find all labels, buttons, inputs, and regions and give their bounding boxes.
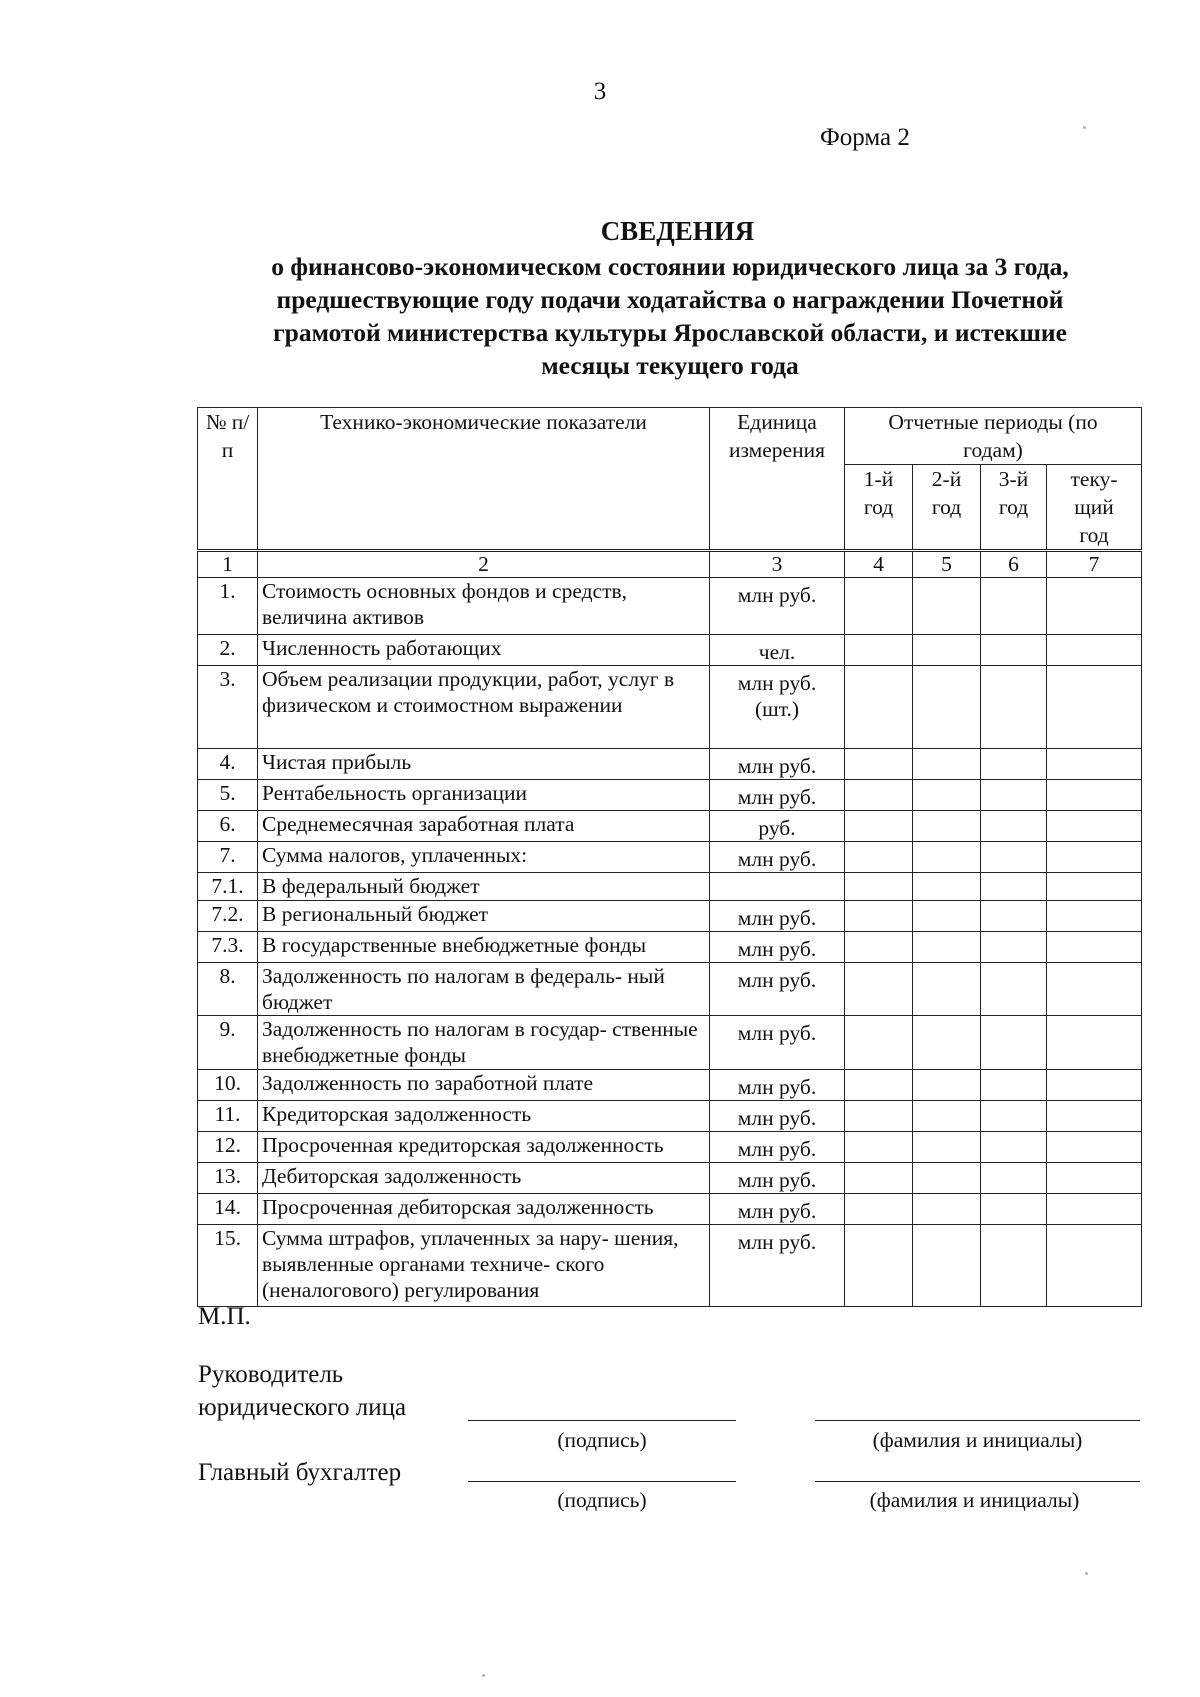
scan-speck (482, 1674, 485, 1677)
table-row (198, 578, 1142, 635)
indicator-name: В федеральный бюджет (258, 873, 710, 901)
value-current-year (1047, 1132, 1142, 1163)
head-label-line: юридического лица (198, 1394, 407, 1421)
value-year-2 (913, 963, 981, 1016)
value-year-2 (913, 842, 981, 873)
value-year-1 (845, 1016, 913, 1070)
indicator-name: Дебиторская задолженность (258, 1163, 710, 1194)
column-number: 2 (258, 551, 710, 578)
header-indicator: Технико-экономические показатели (258, 408, 710, 551)
value-current-year (1047, 811, 1142, 842)
value-current-year (1047, 901, 1142, 932)
value-current-year (1047, 1163, 1142, 1194)
value-year-2 (913, 811, 981, 842)
value-year-1 (845, 873, 913, 901)
value-current-year (1047, 1225, 1142, 1307)
value-current-year (1047, 780, 1142, 811)
row-number: 15. (198, 1225, 258, 1307)
table-row (198, 1132, 1142, 1163)
document-subtitle (180, 250, 1160, 382)
value-year-2 (913, 1163, 981, 1194)
row-number: 5. (198, 780, 258, 811)
unit-of-measure: млн руб. (710, 932, 845, 963)
value-year-2 (913, 1101, 981, 1132)
value-year-2 (913, 749, 981, 780)
row-number: 12. (198, 1132, 258, 1163)
value-year-3 (981, 780, 1047, 811)
value-year-3 (981, 932, 1047, 963)
value-current-year (1047, 749, 1142, 780)
accountant-signature-line (468, 1481, 736, 1482)
value-current-year (1047, 1101, 1142, 1132)
value-year-1 (845, 901, 913, 932)
table-row (198, 842, 1142, 873)
value-year-2 (913, 578, 981, 635)
value-year-1 (845, 1070, 913, 1101)
seal-placeholder: М.П. (198, 1303, 251, 1330)
table-row (198, 901, 1142, 932)
value-current-year (1047, 963, 1142, 1016)
unit-of-measure: млн руб. (710, 1101, 845, 1132)
value-year-2 (913, 1132, 981, 1163)
row-number: 2. (198, 635, 258, 666)
row-number: 3. (198, 666, 258, 749)
row-number: 7.1. (198, 873, 258, 901)
unit-of-measure: млн руб. (шт.) (710, 666, 845, 749)
accountant-signature-caption: (подпись) (557, 1488, 647, 1512)
column-number: 4 (845, 551, 913, 578)
indicator-name: Задолженность по налогам в федераль- ный бюджет (258, 963, 710, 1016)
indicator-name: Стоимость основных фондов и средств, величина активов (258, 578, 710, 635)
unit-of-measure: млн руб. (710, 749, 845, 780)
table-row (198, 1101, 1142, 1132)
table-row (198, 1225, 1142, 1307)
table-row (198, 932, 1142, 963)
table-row (198, 1194, 1142, 1225)
head-name-caption: (фамилия и инициалы) (872, 1428, 1083, 1452)
value-year-2 (913, 1016, 981, 1070)
indicator-name: Сумма налогов, уплаченных: (258, 842, 710, 873)
unit-of-measure: млн руб. (710, 1070, 845, 1101)
head-signature-label (198, 1358, 406, 1424)
row-number: 8. (198, 963, 258, 1016)
value-year-3 (981, 1194, 1047, 1225)
value-year-1 (845, 1225, 913, 1307)
row-number: 9. (198, 1016, 258, 1070)
value-current-year (1047, 1194, 1142, 1225)
header-year-1: 1-й год (845, 465, 913, 551)
accountant-name-caption: (фамилия и инициалы) (869, 1488, 1080, 1512)
unit-of-measure: млн руб. (710, 578, 845, 635)
indicator-name: Объем реализации продукции, работ, услуг в физическом и стоимостном выражении (258, 666, 710, 749)
value-year-1 (845, 811, 913, 842)
subtitle-line: о финансово-экономическом состоянии юридического лица за 3 года, (271, 252, 1069, 281)
page-number: 3 (593, 78, 607, 105)
financial-indicators-table (197, 407, 1142, 1307)
value-current-year (1047, 666, 1142, 749)
value-year-2 (913, 1194, 981, 1225)
value-year-2 (913, 1225, 981, 1307)
unit-of-measure: млн руб. (710, 1016, 845, 1070)
value-year-1 (845, 666, 913, 749)
scan-speck (1083, 126, 1086, 129)
table-header-row (198, 408, 1142, 465)
value-year-3 (981, 842, 1047, 873)
unit-of-measure (710, 873, 845, 901)
header-unit: Единица измерения (710, 408, 845, 551)
value-year-3 (981, 963, 1047, 1016)
header-year-2: 2-й год (913, 465, 981, 551)
indicator-name: Задолженность по заработной плате (258, 1070, 710, 1101)
row-number: 6. (198, 811, 258, 842)
unit-of-measure: млн руб. (710, 1194, 845, 1225)
value-year-2 (913, 666, 981, 749)
column-number: 3 (710, 551, 845, 578)
unit-of-measure: млн руб. (710, 842, 845, 873)
subtitle-line: месяцы текущего года (541, 351, 799, 380)
value-current-year (1047, 1016, 1142, 1070)
indicator-name: Среднемесячная заработная плата (258, 811, 710, 842)
row-number: 13. (198, 1163, 258, 1194)
value-year-3 (981, 1225, 1047, 1307)
value-year-1 (845, 780, 913, 811)
value-year-2 (913, 1070, 981, 1101)
value-current-year (1047, 873, 1142, 901)
column-number: 5 (913, 551, 981, 578)
header-year-3: 3-й год (981, 465, 1047, 551)
value-year-3 (981, 666, 1047, 749)
value-current-year (1047, 842, 1142, 873)
value-year-2 (913, 932, 981, 963)
value-year-2 (913, 873, 981, 901)
value-year-2 (913, 901, 981, 932)
value-year-1 (845, 932, 913, 963)
table-row (198, 780, 1142, 811)
value-year-3 (981, 873, 1047, 901)
header-periods: Отчетные периоды (по годам) (845, 408, 1142, 465)
value-year-2 (913, 780, 981, 811)
value-current-year (1047, 932, 1142, 963)
value-year-1 (845, 635, 913, 666)
table-row (198, 1163, 1142, 1194)
table-row (198, 666, 1142, 749)
column-number-row (198, 551, 1142, 578)
value-year-3 (981, 1101, 1047, 1132)
head-signature-caption: (подпись) (557, 1428, 647, 1452)
value-year-3 (981, 1070, 1047, 1101)
header-num: № п/п (198, 408, 258, 551)
unit-of-measure: руб. (710, 811, 845, 842)
value-year-3 (981, 635, 1047, 666)
table-row (198, 963, 1142, 1016)
table-body (198, 578, 1142, 1307)
value-year-3 (981, 1163, 1047, 1194)
value-current-year (1047, 578, 1142, 635)
value-year-3 (981, 1016, 1047, 1070)
indicator-name: В государственные внебюджетные фонды (258, 932, 710, 963)
indicator-name: Чистая прибыль (258, 749, 710, 780)
indicator-name: В региональный бюджет (258, 901, 710, 932)
indicator-name: Задолженность по налогам в государ- ственные внебюджетные фонды (258, 1016, 710, 1070)
row-number: 7.2. (198, 901, 258, 932)
indicator-name: Численность работающих (258, 635, 710, 666)
table-row (198, 1070, 1142, 1101)
unit-of-measure: млн руб. (710, 1225, 845, 1307)
indicator-name: Сумма штрафов, уплаченных за нару- шения, выявленные органами техниче- ского (неналогового) регулирования (258, 1225, 710, 1307)
unit-of-measure: млн руб. (710, 780, 845, 811)
indicator-name: Рентабельность организации (258, 780, 710, 811)
unit-of-measure: млн руб. (710, 901, 845, 932)
row-number: 11. (198, 1101, 258, 1132)
column-number: 7 (1047, 551, 1142, 578)
value-year-1 (845, 578, 913, 635)
indicator-name: Просроченная дебиторская задолженность (258, 1194, 710, 1225)
table-row (198, 1016, 1142, 1070)
head-label-line: Руководитель (198, 1361, 344, 1388)
value-year-1 (845, 963, 913, 1016)
table-row (198, 811, 1142, 842)
value-year-3 (981, 901, 1047, 932)
header-current-year: теку- щий год (1047, 465, 1142, 551)
row-number: 14. (198, 1194, 258, 1225)
value-year-3 (981, 811, 1047, 842)
value-year-1 (845, 1101, 913, 1132)
value-current-year (1047, 1070, 1142, 1101)
head-name-line (815, 1420, 1140, 1421)
table-row (198, 873, 1142, 901)
column-number: 1 (198, 551, 258, 578)
value-year-1 (845, 749, 913, 780)
value-year-3 (981, 749, 1047, 780)
value-year-3 (981, 578, 1047, 635)
unit-of-measure: млн руб. (710, 1163, 845, 1194)
row-number: 7. (198, 842, 258, 873)
value-year-1 (845, 1163, 913, 1194)
table-row (198, 749, 1142, 780)
unit-of-measure: млн руб. (710, 1132, 845, 1163)
head-signature-line (468, 1420, 736, 1421)
value-year-1 (845, 1194, 913, 1225)
row-number: 1. (198, 578, 258, 635)
row-number: 10. (198, 1070, 258, 1101)
value-year-1 (845, 1132, 913, 1163)
column-number: 6 (981, 551, 1047, 578)
document-title: СВЕДЕНИЯ (600, 216, 755, 246)
subtitle-line: грамотой министерства культуры Ярославской области, и истекшие (273, 318, 1067, 347)
accountant-signature-label: Главный бухгалтер (198, 1459, 402, 1486)
form-label: Форма 2 (820, 124, 910, 151)
value-year-2 (913, 635, 981, 666)
indicator-name: Кредиторская задолженность (258, 1101, 710, 1132)
accountant-name-line (815, 1481, 1140, 1482)
unit-of-measure: млн руб. (710, 963, 845, 1016)
value-year-1 (845, 842, 913, 873)
table-row (198, 635, 1142, 666)
value-current-year (1047, 635, 1142, 666)
indicator-name: Просроченная кредиторская задолженность (258, 1132, 710, 1163)
row-number: 4. (198, 749, 258, 780)
value-year-3 (981, 1132, 1047, 1163)
unit-of-measure: чел. (710, 635, 845, 666)
scan-speck (1085, 1572, 1088, 1575)
row-number: 7.3. (198, 932, 258, 963)
subtitle-line: предшествующие году подачи ходатайства о награждении Почетной (276, 285, 1064, 314)
